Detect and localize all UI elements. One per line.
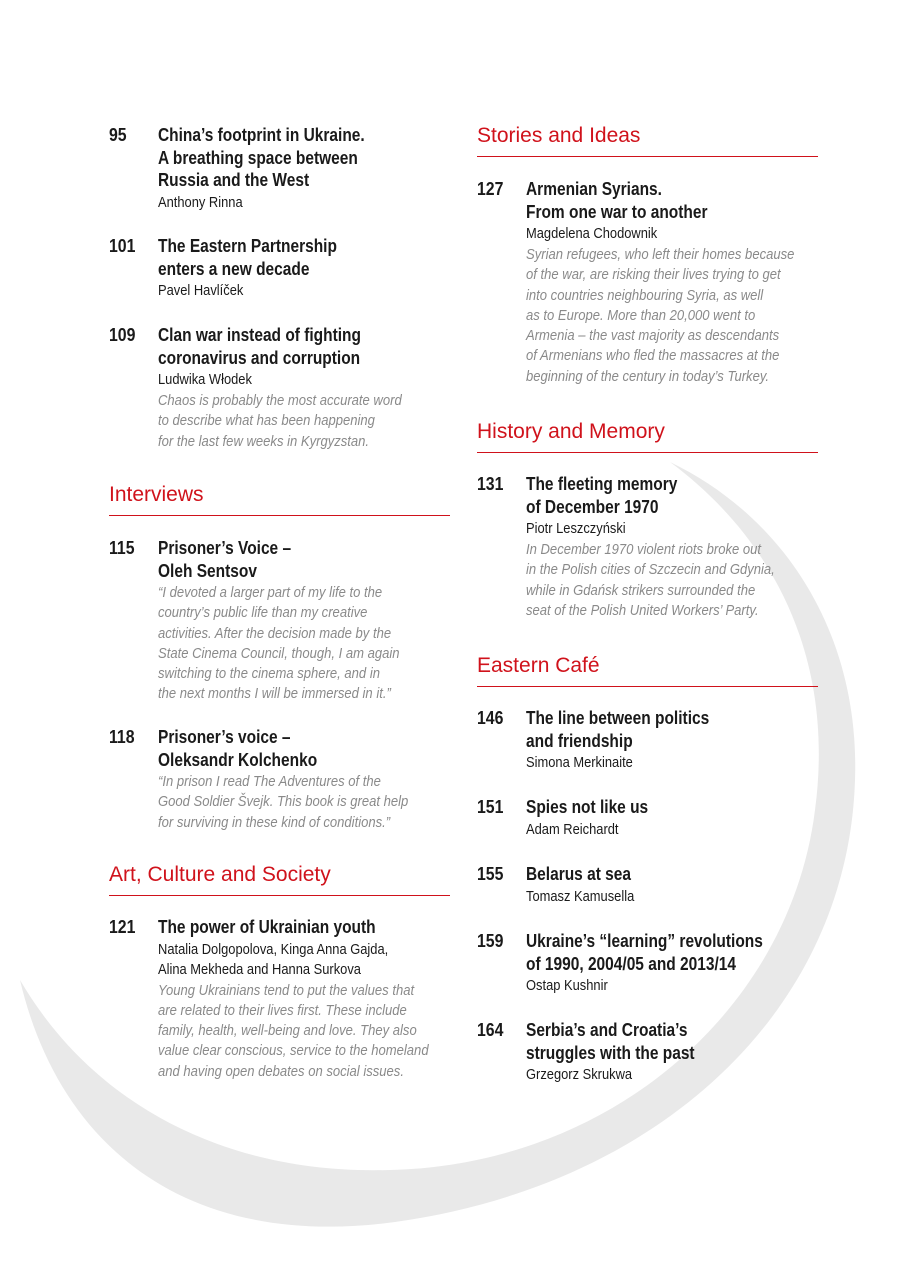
article-159[interactable] xyxy=(477,930,818,996)
article-description: Syrian refugees, who left their homes because of the war, are risking their lives trying to get into countries neighbouring Syria, as well as to Europe. More than 20,000 went to Armenia – the vast majority as descendants of Armenians who fled the massacres at the beginning of the century in today’s Turkey. xyxy=(526,247,795,385)
article-title: Spies not like us xyxy=(526,797,649,817)
section-heading-interviews: Interviews xyxy=(109,482,450,516)
article-author: Pavel Havlíček xyxy=(158,282,244,299)
article-155[interactable] xyxy=(477,863,818,907)
article-author: Grzegorz Skrukwa xyxy=(526,1066,633,1083)
article-164[interactable] xyxy=(477,1019,818,1085)
article-109[interactable] xyxy=(109,324,450,452)
article-author: Tomasz Kamusella xyxy=(526,887,635,905)
article-146[interactable] xyxy=(477,707,818,773)
article-author: Simona Merkinaite xyxy=(526,754,633,771)
article-author: Anthony Rinna xyxy=(158,193,243,211)
article-author: Piotr Leszczyński xyxy=(526,520,626,537)
article-115[interactable] xyxy=(109,537,450,705)
article-title: The fleeting memory of December 1970 xyxy=(526,474,678,517)
article-title: The power of Ukrainian youth xyxy=(158,917,376,937)
page-number: 127 xyxy=(477,179,504,199)
article-author: Natalia Dolgopolova, Kinga Anna Gajda, Alina Mekheda and Hanna Surkova xyxy=(158,940,389,978)
article-author: Magdelena Chodownik xyxy=(526,225,658,242)
article-131[interactable] xyxy=(477,473,818,621)
section-heading-eastern-cafe: Eastern Café xyxy=(477,653,818,687)
page-number: 131 xyxy=(477,474,504,494)
article-118[interactable] xyxy=(109,726,450,833)
section-heading-art-culture-society: Art, Culture and Society xyxy=(109,862,450,896)
article-description: In December 1970 violent riots broke out in the Polish cities of Szczecin and Gdynia, while in Gdańsk strikers surrounded the seat of the Polish United Workers’ Party. xyxy=(526,542,775,619)
article-title: The Eastern Partnership enters a new decade xyxy=(158,236,337,279)
article-title: Serbia’s and Croatia’s struggles with the past xyxy=(526,1020,695,1063)
article-title: The line between politics and friendship xyxy=(526,708,710,751)
section-heading-stories-ideas: Stories and Ideas xyxy=(477,123,818,157)
page-number: 101 xyxy=(109,236,136,256)
article-description: Chaos is probably the most accurate word to describe what has been happening for the last few weeks in Kyrgyzstan. xyxy=(158,393,402,450)
page-number: 109 xyxy=(109,325,136,345)
article-101[interactable] xyxy=(109,235,450,301)
article-title: Armenian Syrians. From one war to another xyxy=(526,179,708,222)
page-number: 155 xyxy=(477,864,504,884)
page-number: 95 xyxy=(109,125,127,145)
page-number: 115 xyxy=(109,538,135,558)
article-title: Prisoner’s Voice – Oleh Sentsov xyxy=(158,538,292,581)
article-title: Prisoner’s voice – Oleksandr Kolchenko xyxy=(158,727,318,770)
article-151[interactable] xyxy=(477,796,818,840)
article-author: Adam Reichardt xyxy=(526,820,619,838)
page-number: 151 xyxy=(477,797,504,817)
section-heading-history-memory: History and Memory xyxy=(477,419,818,453)
article-description: “In prison I read The Adventures of the Good Soldier Švejk. This book is great help for surviving in these kind of conditions.” xyxy=(158,774,409,831)
article-description: “I devoted a larger part of my life to the country’s public life than my creative activities. After the decision made by the State Cinema Council, though, I am again switching to the cinema sphere, and in the next months I will be immersed in it.” xyxy=(158,585,400,703)
page-number: 164 xyxy=(477,1020,504,1040)
article-127[interactable] xyxy=(477,178,818,387)
article-title: China’s footprint in Ukraine. A breathing space between Russia and the West xyxy=(158,125,365,190)
article-description: Young Ukrainians tend to put the values that are related to their lives first. These include family, health, well-being and love. They also value clear conscious, service to the homeland and having open debates on social issues. xyxy=(158,982,429,1080)
article-121[interactable] xyxy=(109,916,450,1082)
article-95[interactable] xyxy=(109,124,450,213)
page-number: 146 xyxy=(477,708,504,728)
article-title: Clan war instead of fighting coronavirus and corruption xyxy=(158,325,361,368)
article-author: Ludwika Włodek xyxy=(158,371,252,388)
article-title: Ukraine’s “learning” revolutions of 1990, 2004/05 and 2013/14 xyxy=(526,931,763,974)
article-title: Belarus at sea xyxy=(526,864,631,884)
page-number: 118 xyxy=(109,727,135,747)
article-author: Ostap Kushnir xyxy=(526,977,608,994)
page-number: 159 xyxy=(477,931,504,951)
page-number: 121 xyxy=(109,917,136,937)
